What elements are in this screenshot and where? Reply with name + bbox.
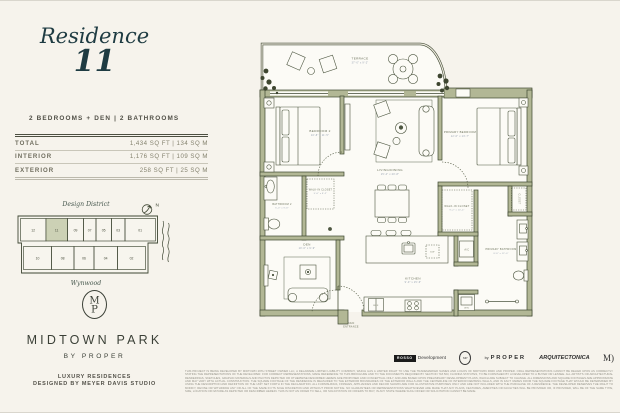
monogram-m: M <box>89 295 100 307</box>
unit-09: 09 <box>73 228 78 233</box>
unit-01: 01 <box>138 228 143 233</box>
unit-11: 11 <box>54 228 59 233</box>
unit-05: 05 <box>101 228 106 233</box>
unit-07: 07 <box>87 228 92 233</box>
spec-value-total: 1,434 SQ FT | 134 SQ M <box>129 139 208 147</box>
brand-byline: BY PROPER <box>63 353 126 360</box>
meyer-davis-logo: M) <box>603 353 614 363</box>
unit-04: 04 <box>103 256 108 261</box>
spec-label-exterior: EXTERIOR <box>15 166 55 174</box>
mp-monogram-small-icon: MP <box>459 351 471 365</box>
rosso-logo-box: ROSSO <box>394 355 416 362</box>
tagline-line1: LUXURY RESIDENCES <box>57 374 132 380</box>
label-dw: DW <box>430 251 435 254</box>
wynwood-label: Wynwood <box>70 280 102 287</box>
design-district-label: Design District <box>62 201 110 208</box>
label-wd: W/D <box>464 307 470 310</box>
dims-den: 10'-0" x 9'-9" <box>298 247 316 251</box>
footer-logos <box>394 351 614 365</box>
unit-06: 06 <box>82 256 86 261</box>
room-label-walkin1: WALK-IN CLOSET <box>308 189 333 192</box>
monogram-p: P <box>91 304 98 316</box>
room-label-closet: CLOSET <box>517 193 520 205</box>
mp-monogram-logo <box>82 290 107 319</box>
brand-block <box>12 290 177 360</box>
room-label-kitchen: KITCHEN <box>405 276 421 281</box>
room-label-bedroom2: BEDROOM 2 <box>309 129 331 133</box>
page-title <box>12 24 177 79</box>
spec-label-interior: INTERIOR <box>15 153 53 161</box>
brand-name: MIDTOWN PARK <box>26 333 163 347</box>
dims-bathroom2: 5'-0" x 9'-8" <box>275 207 289 210</box>
label-entrance-2: ENTRANCE <box>343 325 359 329</box>
unit-12: 12 <box>31 228 36 233</box>
arquitectonica-logo: ARQUITECTONICA <box>539 355 590 361</box>
rosso-logo-text: Development <box>417 355 447 361</box>
room-label-living: LIVING/DINING <box>377 168 403 172</box>
rosso-development-logo <box>394 355 446 362</box>
table-row <box>15 151 208 165</box>
tagline-line2: DESIGNED BY MEYER DAVIS STUDIO <box>32 381 157 387</box>
room-label-primary-bedroom: PRIMARY BEDROOM <box>443 130 477 134</box>
unit-10: 10 <box>35 256 40 261</box>
proper-wordmark: PROPER <box>490 355 526 361</box>
room-label-walkin2: WALK-IN CLOSET <box>444 205 470 208</box>
proper-by: by <box>484 356 489 360</box>
dims-walkin1: 5'-6" x 8'-2" <box>313 192 328 195</box>
building-key-plan <box>14 197 174 291</box>
table-row <box>15 137 208 151</box>
spec-value-interior: 1,176 SQ FT | 109 SQ M <box>129 153 208 161</box>
building-outline <box>18 216 158 273</box>
dims-bedroom2: 10'-8" x 11'-5" <box>310 133 330 137</box>
dims-walkin2: 9'-2" x 10'-4" <box>449 209 465 212</box>
spec-value-exterior: 258 SQ FT | 25 SQ M <box>139 166 208 174</box>
legal-disclaimer: THIS PROJECT IS BEING DEVELOPED BY MIDTOWN 29TH STREET OWNER LLC, A DELAWARE LIMITED LIABILITY COMPANY, WHICH HAS A LIMITED RIGHT TO USE THE TRADEMARKED NAMES AND LOGOS OF MIDTOWN PARK AND PROPER. ORAL REPRESENTATIONS CANNOT BE RELIED UPON AS CORRECTLY STATING THE REPRESENTATIONS OF THE DEVELOPER. FOR CORRECT REPRESENTATIONS, MAKE REFERENCE TO THIS BROCHURE AND TO THE DOCUMENTS REQUIRED BY SECTION 718.503, FLORIDA STATUTES, TO BE FURNISHED BY A DEVELOPER TO A BUYER OR LESSEE. ALL ARTIST'S OR ARCHITECTURAL RENDERINGS, SKETCHES, GRAPHIC MATERIALS AND PHOTOS DEPICTED OR OTHERWISE DESCRIBED HEREIN ARE PROPOSED AND CONCEPTUAL ONLY, AND ARE BASED UPON PRELIMINARY DEVELOPMENT PLANS, WHICH ARE SUBJECT TO CHANGE. ALL DIMENSIONS AND SQUARE FOOTAGES ARE APPROXIMATE AND MAY VARY WITH ACTUAL CONSTRUCTION. THE SQUARE FOOTAGE OF THE RESIDENCE IS MEASURED TO THE EXTERIOR BOUNDARIES OF THE EXTERIOR WALLS AND THE CENTERLINE OF INTERIOR DEMISING WALLS, AND IN FACT VARIES FROM THE SQUARE FOOTAGE THAT WOULD BE DETERMINED BY USING THE DESCRIPTION AND DEFINITION OF THE UNIT SET FORTH IN THE DECLARATION. ALL FURNISHINGS, FINISHES, APPLIANCES AND DECOR SHOWN ARE FOR ILLUSTRATIVE PURPOSES ONLY AND ARE NOT INCLUDED WITH THE PURCHASE OF A RESIDENCE. THE DEVELOPER RESERVES THE RIGHT TO MODIFY, REVISE OR WITHDRAW ANY OR ALL OF THE SAME IN ITS SOLE DISCRETION AND WITHOUT PRIOR NOTICE. NO GUARANTEES OR REPRESENTATIONS WHATSOEVER ARE MADE THAT ANY PLANS, FEATURES, AMENITIES OR FACILITIES WILL BE PROVIDED OR, IF PROVIDED, WILL BE OF THE SAME TYPE, SIZE, LOCATION OR NATURE AS DEPICTED OR DESCRIBED HEREIN. THIS IS NOT AN OFFER TO SELL, OR SOLICITATION OF OFFERS TO BUY, IN ANY STATE WHERE SUCH OFFER OR SOLICITATION CANNOT BE MADE. <box>185 369 613 394</box>
room-label-primary-bath: PRIMARY BATHROOM <box>485 248 517 251</box>
unit-mix-subtitle: 2 BEDROOMS + DEN | 2 BATHROOMS <box>29 115 180 122</box>
room-label-den: DEN <box>303 242 311 247</box>
water-squiggle-icon <box>162 221 169 262</box>
residence-number: 11 <box>73 44 116 79</box>
dims-primary-bedroom: 12'-0" x 13'-7" <box>450 134 470 138</box>
room-label-bathroom2: BATHROOM 2 <box>272 203 292 206</box>
label-ref: REF <box>373 304 379 307</box>
north-arrow-icon <box>142 205 152 215</box>
table-row <box>15 164 208 177</box>
floor-plan <box>240 14 602 348</box>
unit-03: 03 <box>116 228 121 233</box>
dims-kitchen: 9'-0" x 15'-6" <box>404 281 422 285</box>
north-label: N <box>155 203 159 209</box>
dims-terrace: 37'-0" x 9'-2" <box>351 61 369 65</box>
proper-logo <box>485 355 526 361</box>
residence-word: Residence <box>39 24 150 48</box>
area-spec-table <box>15 134 208 180</box>
label-ac: A/C <box>464 248 470 252</box>
spec-label-total: TOTAL <box>15 139 40 147</box>
unit-02: 02 <box>129 256 134 261</box>
room-label-terrace: TERRACE <box>351 56 369 61</box>
label-entrance-1: MAIN <box>347 322 355 325</box>
terrace-floor <box>262 44 446 94</box>
dims-primary-bath: 8'-8" x 12'-0" <box>493 252 509 255</box>
tagline <box>12 374 177 388</box>
unit-08: 08 <box>60 256 65 261</box>
dims-living: 15'-4" x 20'-8" <box>380 172 400 176</box>
